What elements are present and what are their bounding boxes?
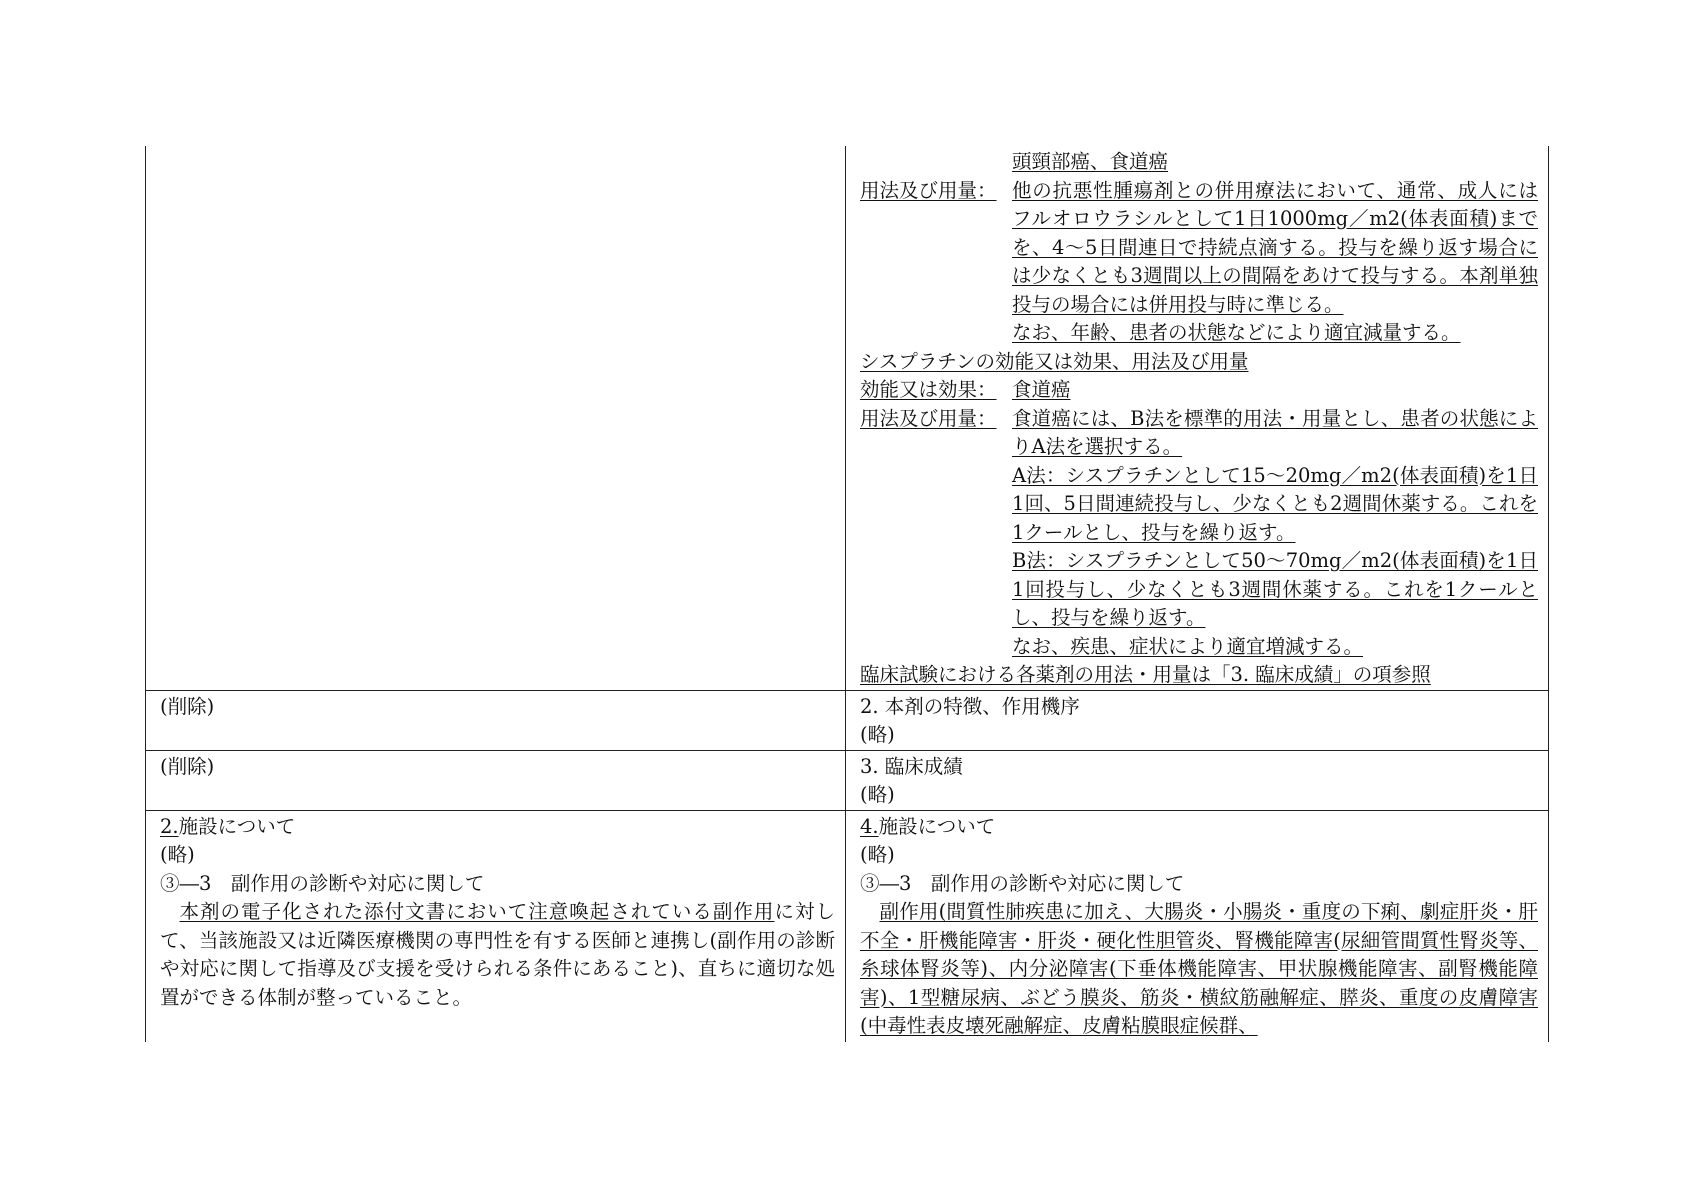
cis-dose-label: 用法及び用量： <box>860 406 997 430</box>
table-row <box>146 690 1549 750</box>
method-b: B法：シスプラチンとして50～70mg／m2(体表面積)を1日1回投与し、少なくとも3週間休薬する。これを1クールとし、投与を繰り返す。 <box>1012 549 1538 629</box>
table-row <box>146 146 1549 690</box>
dose-term <box>860 177 1538 348</box>
right-cell <box>846 750 1549 810</box>
right-cell <box>846 690 1549 750</box>
cisplatin-heading: シスプラチンの効能又は効果、用法及び用量 <box>860 349 1249 373</box>
paragraph-underlined: 本剤の電子化された添付文書において注意喚起されている副作用 <box>179 900 775 923</box>
indication-line: 頭頸部癌、食道癌 <box>1012 150 1169 173</box>
abbreviated-label: (略) <box>860 723 895 746</box>
section-title: 施設について <box>878 814 996 838</box>
paragraph-rest: に対して、当該施設又は近隣医療機関の専門性を有する医師と連携し(副作用の診断や対応に関して指導及び支援を受けられる条件にあること)、直ちに適切な処置ができる体制が整っていること。 <box>160 900 835 1009</box>
subsection-title: ③―3 副作用の診断や対応に関して <box>860 871 1185 895</box>
left-cell <box>146 690 846 750</box>
comparison-table <box>145 146 1549 1042</box>
cis-dose-text: 食道癌には、B法を標準的用法・用量とし、患者の状態によりA法を選択する。 <box>1012 406 1538 458</box>
dose-body <box>1012 177 1538 348</box>
facility-heading <box>860 813 1538 842</box>
method-a: A法：シスプラチンとして15～20mg／m2(体表面積)を1日1回、5日間連続投与し、少なくとも2週間休薬する。これを1クールとし、投与を繰り返す。 <box>1012 463 1538 544</box>
right-cell-facility <box>846 810 1549 1042</box>
table-row <box>146 810 1549 1042</box>
facility-paragraph <box>160 898 835 1012</box>
dose-label: 用法及び用量： <box>860 178 997 202</box>
efficacy-text: 食道癌 <box>1012 378 1071 401</box>
trial-reference: 臨床試験における各薬剤の用法・用量は「3. 臨床成績」の項参照 <box>860 663 1431 686</box>
deleted-label: (削除) <box>160 694 215 718</box>
adverse-effects-paragraph: 副作用(間質性肺疾患に加え、大腸炎・小腸炎・重度の下痢、劇症肝炎・肝不全・肝機能障害・肝炎・硬化性胆管炎、腎機能障害(尿細管間質性腎炎等、糸球体腎炎等)、内分泌障害(下垂体機能障害、甲状腺機能障害、副腎機能障害)、1型糖尿病、ぶどう膜炎、筋炎・横紋筋融解症、膵炎、重度の皮膚障害(中毒性表皮壊死融解症、皮膚粘膜眼症候群、 <box>860 900 1538 1037</box>
dose-text: 他の抗悪性腫瘍剤との併用療法において、通常、成人にはフルオロウラシルとして1日1000mg／m2(体表面積)までを、4～5日間連日で持続点滴する。投与を繰り返す場合には少なくとも3週間以上の間隔をあけて投与する。本剤単独投与の場合には併用投与時に準じる。 <box>1012 178 1538 316</box>
section-title: 2. 本剤の特徴、作用機序 <box>860 694 1080 718</box>
section-number: 2. <box>160 814 179 838</box>
cis-dose-body <box>1012 405 1538 662</box>
abbreviated-label: (略) <box>860 783 895 806</box>
abbreviated-label: (略) <box>160 843 195 866</box>
left-cell-facility <box>146 810 846 1042</box>
deleted-label: (削除) <box>160 754 215 778</box>
section-number: 4. <box>860 814 879 838</box>
dose-note: なお、年齢、患者の状態などにより適宜減量する。 <box>1012 321 1461 344</box>
efficacy-label: 効能又は効果： <box>860 378 997 401</box>
table-row <box>146 750 1549 810</box>
section-title: 3. 臨床成績 <box>860 754 963 778</box>
cis-note: なお、疾患、症状により適宜増減する。 <box>1012 634 1364 658</box>
efficacy-term <box>860 376 1538 405</box>
right-cell-dosage <box>846 146 1549 690</box>
section-title: 施設について <box>178 814 296 838</box>
abbreviated-label: (略) <box>860 843 895 866</box>
facility-heading <box>160 813 835 842</box>
left-cell-empty <box>146 146 846 690</box>
cis-dose-term <box>860 405 1538 662</box>
subsection-title: ③―3 副作用の診断や対応に関して <box>160 871 485 895</box>
left-cell <box>146 750 846 810</box>
